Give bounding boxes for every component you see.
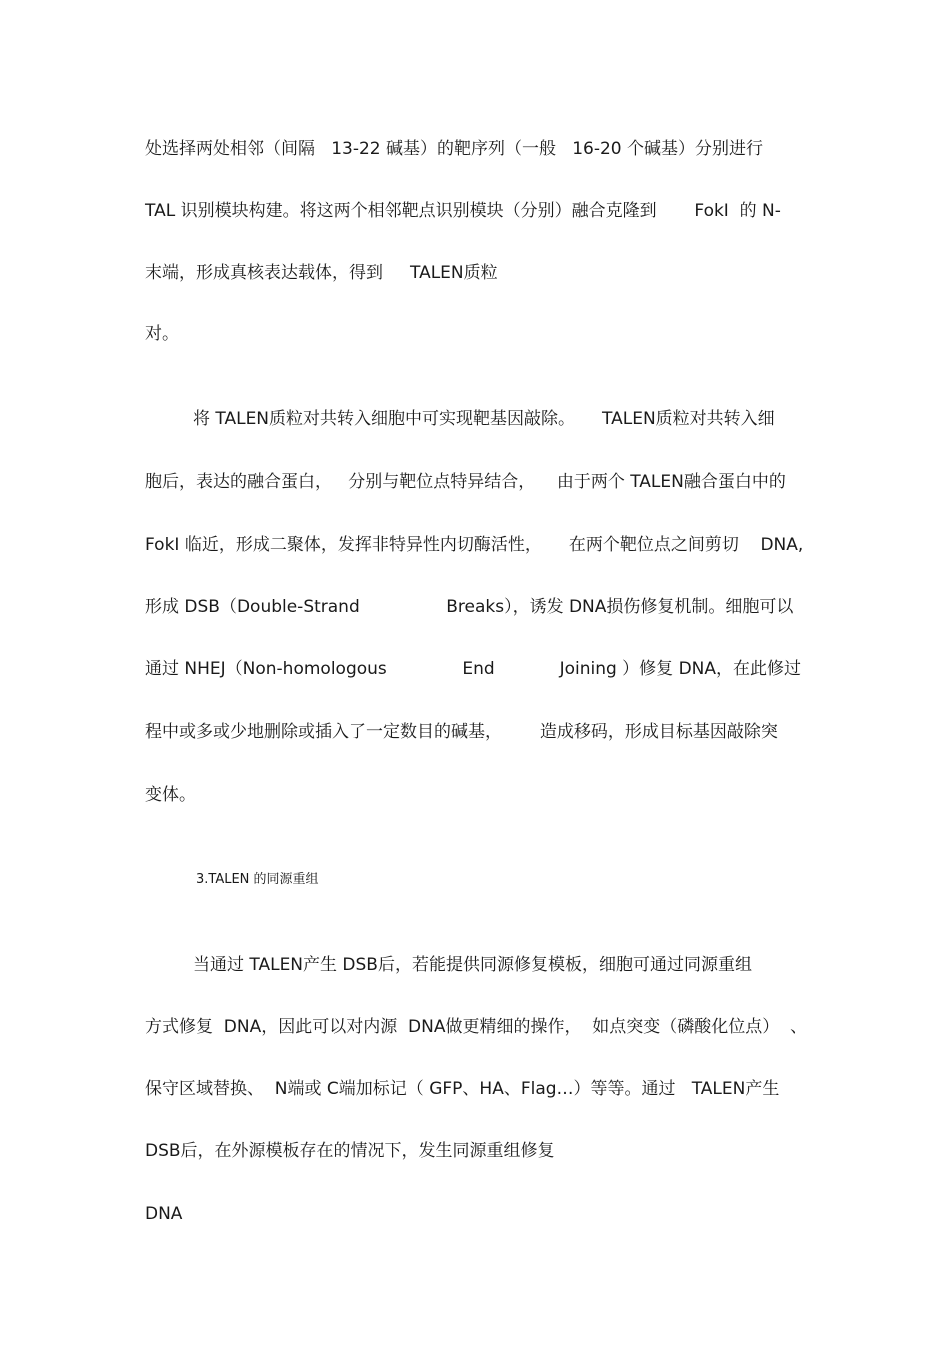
paragraph-3-line-2: 方式修复 DNA，因此可以对内源 DNA做更精细的操作， 如点突变（磷酸化位点） 、 bbox=[145, 1017, 808, 1037]
paragraph-3-line-1: 当通过 TALEN产生 DSB后，若能提供同源修复模板，细胞可通过同源重组 bbox=[193, 955, 752, 975]
paragraph-2-line-3: FokI 临近，形成二聚体，发挥非特异性内切酶活性， 在两个靶位点之间剪切 DNA, bbox=[145, 535, 804, 555]
section-heading: 3.TALEN 的同源重组 bbox=[196, 872, 319, 887]
paragraph-3-line-5: DNA bbox=[145, 1204, 183, 1224]
paragraph-2-line-2: 胞后，表达的融合蛋白， 分别与靶位点特异结合， 由于两个 TALEN融合蛋白中的 bbox=[145, 472, 786, 492]
paragraph-2-line-7: 变体。 bbox=[145, 785, 196, 805]
paragraph-2-line-5: 通过 NHEJ（Non-homologous End Joining ）修复 DNA，在此修过 bbox=[145, 659, 802, 679]
paragraph-2-line-6: 程中或多或少地删除或插入了一定数目的碱基， 造成移码，形成目标基因敲除突 bbox=[145, 722, 778, 742]
paragraph-3-line-4: DSB后，在外源模板存在的情况下，发生同源重组修复 bbox=[145, 1141, 555, 1161]
paragraph-1-line-3: 末端，形成真核表达载体，得到 TALEN质粒 bbox=[145, 263, 498, 283]
paragraph-3-line-3: 保守区域替换、 N端或 C端加标记（ GFP、HA、Flag…）等等。通过 TALEN产生 bbox=[145, 1079, 780, 1099]
paragraph-2-line-1: 将 TALEN质粒对共转入细胞中可实现靶基因敲除。 TALEN质粒对共转入细 bbox=[193, 409, 775, 429]
paragraph-1-line-2: TAL 识别模块构建。将这两个相邻靶点识别模块（分别）融合克隆到 FokI 的 N- bbox=[145, 201, 781, 221]
paragraph-1-line-4: 对。 bbox=[145, 324, 179, 344]
paragraph-2-line-4: 形成 DSB（Double-Strand Breaks），诱发 DNA损伤修复机制。细胞可以 bbox=[145, 597, 794, 617]
paragraph-1-line-1: 处选择两处相邻（间隔 13-22 碱基）的靶序列（一般 16-20 个碱基）分别进行 bbox=[145, 139, 764, 159]
